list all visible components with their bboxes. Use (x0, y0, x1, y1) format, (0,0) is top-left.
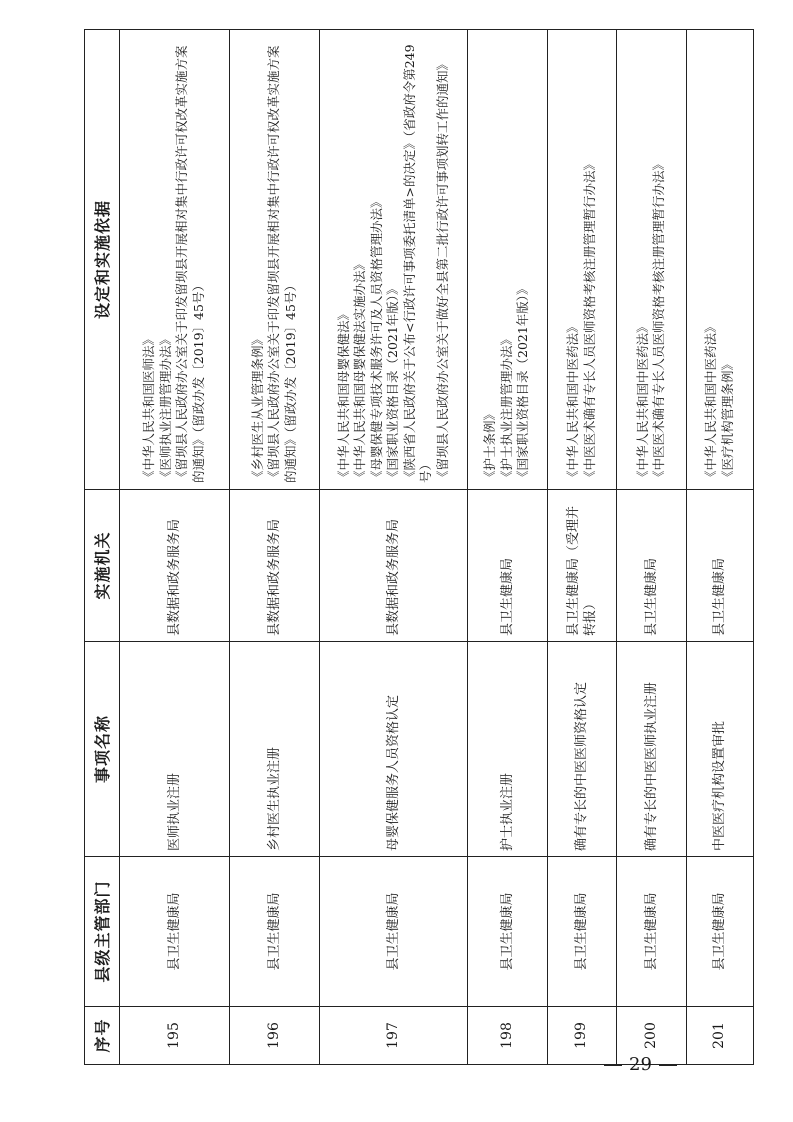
basis-line: 《中华人民共和国中医药法》 (565, 320, 581, 483)
row-dept: 县卫生健康局 (617, 857, 687, 1007)
basis-line: 《中医医术确有专长人员医师资格考核注册管理暂行办法》 (581, 157, 597, 483)
table-row (547, 30, 617, 1065)
table-row (320, 30, 467, 1065)
basis-line: 《中华人民共和国母婴保健法实施办法》 (352, 257, 368, 483)
row-dept: 县卫生健康局 (320, 857, 467, 1007)
header-basis: 设定和实施依据 (85, 30, 120, 490)
row-basis (467, 30, 547, 490)
licensing-items-table (84, 29, 754, 1065)
basis-line: 《中华人民共和国中医药法》 (634, 320, 650, 483)
row-item-name: 乡村医生执业注册 (229, 642, 320, 857)
row-agency: 县卫生健康局 (686, 490, 753, 642)
header-agency: 实施机关 (85, 490, 120, 642)
table-row (686, 30, 753, 1065)
row-basis (120, 30, 230, 490)
row-agency: 县卫生健康局（受理并转报） (547, 490, 617, 642)
row-basis (320, 30, 467, 490)
row-dept: 县卫生健康局 (467, 857, 547, 1007)
row-dept: 县卫生健康局 (547, 857, 617, 1007)
row-no: 196 (229, 1007, 320, 1065)
row-no: 201 (686, 1007, 753, 1065)
basis-line: 《中医医术确有专长人员医师资格考核注册管理暂行办法》 (651, 157, 667, 483)
row-dept: 县卫生健康局 (686, 857, 753, 1007)
basis-line: 《国家职业资格目录（2021年版）》 (515, 282, 531, 483)
row-no: 197 (320, 1007, 467, 1065)
rotated-page-content (84, 30, 754, 1065)
table-row (467, 30, 547, 1065)
row-agency: 县数据和政务服务局 (320, 490, 467, 642)
basis-line: 《乡村医生从业管理条例》 (249, 332, 265, 483)
page-number-text: 29 (629, 1054, 652, 1075)
header-dept: 县级主管部门 (85, 857, 120, 1007)
row-item-name: 护士执业注册 (467, 642, 547, 857)
row-no: 198 (467, 1007, 547, 1065)
basis-line: 《留坝县人民政府办公室关于印发留坝县开展相对集中行政许可权改革实施方案的通知》（留政办发〔2019〕45号） (174, 45, 206, 483)
row-agency: 县卫生健康局 (617, 490, 687, 642)
row-no: 199 (547, 1007, 617, 1065)
header-name: 事项名称 (85, 642, 120, 857)
row-item-name: 医师执业注册 (120, 642, 230, 857)
row-item-name: 确有专长的中医医师执业注册 (617, 642, 687, 857)
basis-line: 《国家职业资格目录（2021年版）》 (385, 282, 401, 483)
basis-line: 《护士执业注册管理办法》 (498, 332, 514, 483)
row-agency: 县数据和政务服务局 (120, 490, 230, 642)
row-agency: 县卫生健康局 (467, 490, 547, 642)
row-item-name: 中医医疗机构设置审批 (686, 642, 753, 857)
basis-line: 《护士条例》 (482, 407, 498, 483)
row-agency: 县数据和政务服务局 (229, 490, 320, 642)
dash-right (659, 1065, 677, 1066)
row-dept: 县卫生健康局 (229, 857, 320, 1007)
row-basis (686, 30, 753, 490)
row-basis (229, 30, 320, 490)
page-number (597, 1054, 684, 1075)
row-no: 195 (120, 1007, 230, 1065)
basis-line: 《中华人民共和国中医药法》 (703, 320, 719, 483)
row-basis (617, 30, 687, 490)
row-item-name: 确有专长的中医医师资格认定 (547, 642, 617, 857)
basis-line: 《中华人民共和国母婴保健法》 (335, 307, 351, 483)
table-header-row (85, 30, 120, 1065)
dash-left (604, 1065, 622, 1066)
basis-line: 《中华人民共和国医师法》 (141, 332, 157, 483)
row-basis (547, 30, 617, 490)
basis-line: 《医疗机构管理条例》 (719, 357, 735, 483)
row-item-name: 母婴保健服务人员资格认定 (320, 642, 467, 857)
basis-line: 《医师执业注册管理办法》 (157, 332, 173, 483)
basis-line: 《留坝县人民政府办公室关于做好全县第二批行政许可事项划转工作的通知》 (434, 57, 450, 483)
row-dept: 县卫生健康局 (120, 857, 230, 1007)
row-no: 200 (617, 1007, 687, 1065)
basis-line: 《母婴保健专项技术服务许可及人员资格管理办法》 (368, 195, 384, 483)
header-no: 序号 (85, 1007, 120, 1065)
table-row (120, 30, 230, 1065)
table-row (229, 30, 320, 1065)
basis-line: 《留坝县人民政府办公室关于印发留坝县开展相对集中行政许可权改革实施方案的通知》（留政办发〔2019〕45号） (266, 45, 298, 483)
table-row (617, 30, 687, 1065)
basis-line: 《陕西省人民政府关于公布<行政许可事项委托清单>的决定》（省政府令第249号） (401, 44, 434, 483)
